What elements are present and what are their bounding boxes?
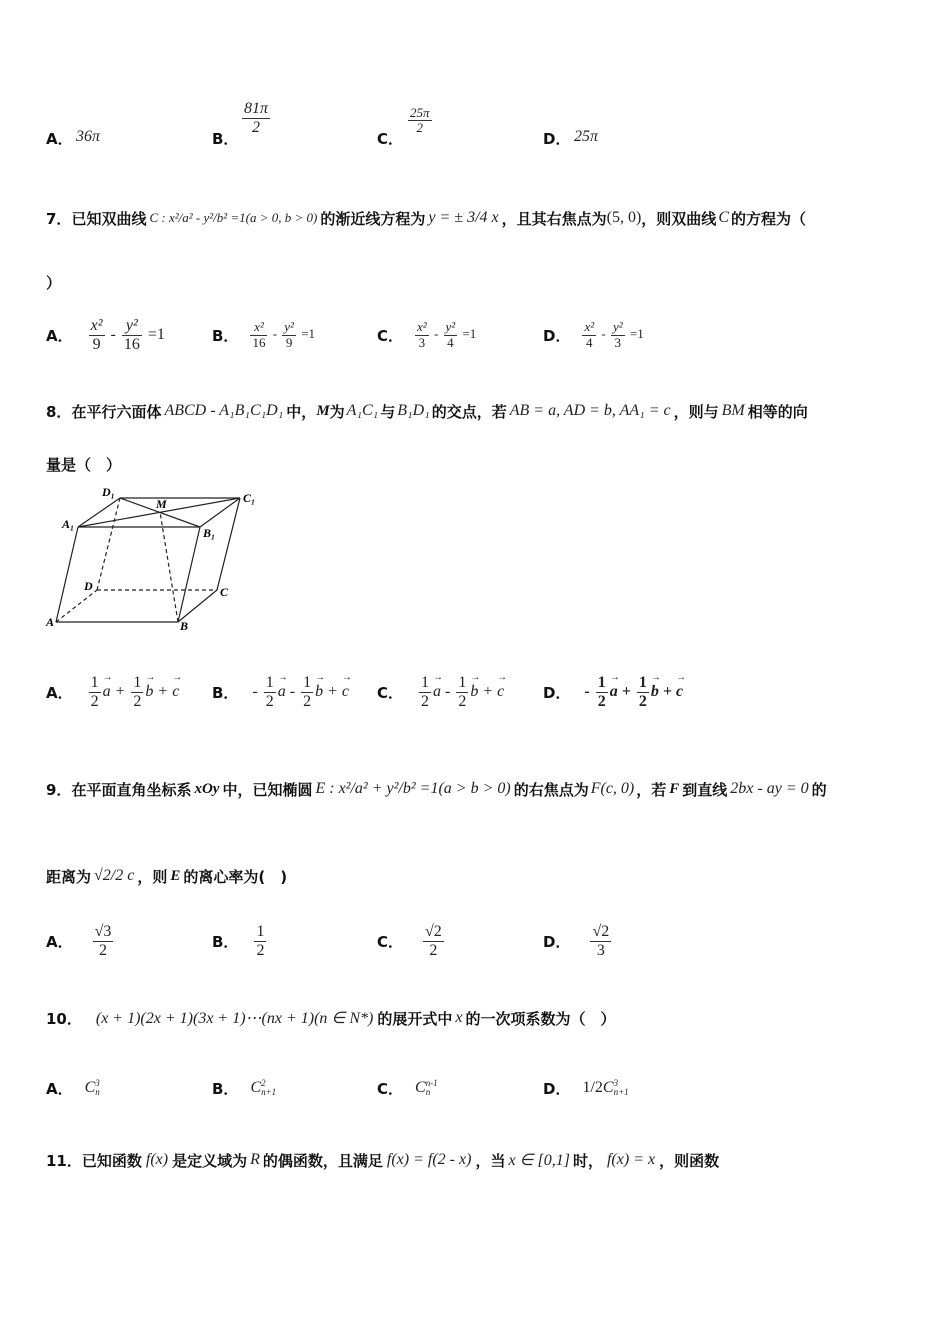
q10-option-c: C． C n-1 n (377, 1078, 438, 1098)
q8-text: 与 (380, 402, 396, 421)
q9-focus: F(c, 0) (590, 780, 635, 797)
q11-text: 时， (572, 1151, 603, 1170)
q8-option-a-expr: $\frac{1}{2}$ → a + $\frac{1}{2}$ → b + → c (87, 674, 180, 710)
q10-stem (46, 1000, 616, 1036)
q9-ellipse-name: E (170, 867, 181, 884)
option-label: A． (46, 1079, 73, 1098)
option-label: D． (543, 932, 571, 951)
q11-domain: R (250, 1151, 260, 1168)
q6-option-a-label: A． (46, 130, 73, 148)
q11-text: ，当 (475, 1151, 506, 1170)
q9-option-c: C． $\frac{√2}{2}$ (377, 922, 442, 959)
q8-option-d (543, 664, 683, 720)
label-m: M (156, 497, 167, 511)
q8-segment-a1c1: A₁C₁ (346, 402, 379, 419)
q9-text: 的右焦点为 (513, 780, 589, 799)
q10-product-expression: (x + 1)(2x + 1)(3x + 1)⋯(nx + 1)(n ∈ N*) (95, 1010, 374, 1027)
q7-text: ，则双曲线 (641, 209, 717, 228)
q7-close-paren: ） (46, 274, 62, 292)
label-b1: B₁ (203, 526, 216, 540)
q10-number: 10． (46, 1009, 82, 1028)
option-label: B． (212, 932, 239, 951)
q11-text: 已知函数 (81, 1151, 142, 1170)
q8-point-m: M (316, 402, 330, 419)
q8-number: 8． (46, 402, 72, 421)
q10-option-d: D． 1/2C 3 n+1 (543, 1078, 629, 1098)
q8-text: 在平行六面体 (71, 402, 162, 421)
q9-text: ，若 (636, 780, 667, 799)
q7-option-b: B． $\frac{\text{x²}}{16}$ - $\frac{\text{y²}}{9}$ =1 (212, 319, 316, 350)
q9-text: 到直线 (682, 780, 728, 799)
q9-number: 9． (46, 780, 72, 799)
q10-text: 的一次项系数为（ ） (465, 1009, 616, 1028)
q9-options (46, 914, 926, 968)
q7-stem (46, 188, 806, 248)
q8-option-b-expr: - $\frac{1}{2}$ → a - $\frac{1}{2}$ → b + → c (252, 674, 349, 710)
q7-option-c: C． $\frac{\text{x²}}{3}$ - $\frac{\text{y²}}{4}$ =1 (377, 319, 477, 350)
edge-b-b1 (178, 527, 200, 622)
option-label: D． (543, 683, 571, 702)
q7-option-a: A． $\frac{\text{x²}}{9}$ - $\frac{\text{y²}}{16}$ =1 (46, 316, 165, 353)
q6-option-d-value: 25π (574, 128, 599, 145)
q7-options (46, 310, 946, 360)
q11-symmetry-condition: f(x) = f(2 - x) (386, 1151, 472, 1168)
q10-text: 的展开式中 (377, 1009, 453, 1028)
q8-stem (46, 396, 808, 426)
q8-text: ，则与 (673, 402, 719, 421)
q11-text: 的偶函数，且满足 (262, 1151, 383, 1170)
q8-options (46, 664, 926, 720)
q7-number: 7． (46, 209, 72, 228)
q9-text: 的 (811, 780, 827, 799)
q9-ellipse-equation: E : x²/a² + y²/b² =1(a > b > 0) (315, 780, 511, 797)
option-label: C． (377, 932, 404, 951)
q11-stem (46, 1142, 719, 1178)
segment-b-m (160, 512, 178, 622)
label-b: B (180, 619, 189, 633)
q8-option-d-expr: - $\frac{1}{2}$ → a + $\frac{1}{2}$ → b + → c (584, 674, 683, 710)
q9-stem (46, 760, 827, 818)
label-c1: C₁ (243, 491, 256, 505)
q9-text: 在平面直角坐标系 (71, 780, 192, 799)
q8-text: 的交点，若 (431, 402, 507, 421)
q9-text: ，则 (137, 867, 168, 886)
q7-text: ，且其右焦点为 (501, 209, 607, 228)
q9-option-a: A． $\frac{√3}{2}$ (46, 922, 112, 959)
q8-segment-b1d1: B₁D₁ (397, 402, 430, 419)
q8-text: 中， (286, 402, 317, 421)
q9-text: 距离为 (46, 867, 92, 886)
q7-text: 已知双曲线 (71, 209, 147, 228)
option-label: A． (46, 326, 73, 345)
q6-option-a-value: 36π (76, 128, 101, 145)
option-label: B． (212, 683, 239, 702)
q9-coord-system: xOy (194, 780, 220, 797)
q8-stem-continued: 量是（ ） (46, 456, 122, 474)
q9-line-equation: 2bx - ay = 0 (730, 780, 809, 797)
q8-option-c (377, 664, 504, 720)
q7-hyperbola-equation: C : x²/a² - y²/b² =1(a > 0, b > 0) (149, 210, 318, 225)
q6-option-d-label: D． (543, 130, 571, 148)
q11-definition: f(x) = x (606, 1151, 656, 1168)
q7-text: 的方程为（ (730, 209, 806, 228)
q10-option-b: B． C 2 n+1 (212, 1078, 277, 1098)
q8-option-c-expr: $\frac{1}{2}$ → a - $\frac{1}{2}$ → b + → c (417, 674, 504, 710)
option-label: A． (46, 683, 73, 702)
q8-text: 相等的向 (747, 402, 808, 421)
option-label: B． (212, 326, 239, 345)
q11-number: 11． (46, 1151, 82, 1170)
q10-options (46, 1062, 926, 1114)
option-label: B． (212, 1079, 239, 1098)
q6-option-c-value: $\frac{25\pi}{2}$ (410, 105, 430, 136)
q8-condition: AB = a, AD = b, AA₁ = c (509, 402, 671, 419)
q6-option-b-value: $\frac{81\pi}{2}$ (244, 100, 269, 136)
option-label: C． (377, 1079, 404, 1098)
q9-text: 的离心率为( ) (183, 867, 288, 886)
option-label: D． (543, 1079, 571, 1098)
option-label: C． (377, 326, 404, 345)
q10-variable-x: x (455, 1009, 463, 1026)
q6-option-c-label: C． (377, 130, 404, 148)
q6-option-b-label: B． (212, 130, 239, 148)
q9-point-f: F (669, 780, 680, 797)
q9-text: 中，已知椭圆 (222, 780, 313, 799)
q11-function: f(x) (145, 1151, 169, 1168)
q7-text: 的渐近线方程为 (320, 209, 426, 228)
q8-option-b (212, 664, 349, 720)
q9-distance: √2/2 c (94, 867, 135, 884)
label-a: A (46, 615, 55, 629)
option-label: D． (543, 326, 571, 345)
q9-option-b: B． $\frac{1}{2}$ (212, 922, 265, 959)
q8-parallelepiped-figure (40, 482, 270, 634)
q10-option-a: A． C 3 n (46, 1078, 100, 1098)
q7-focus: (5, 0) (606, 209, 642, 226)
label-d: D (84, 579, 93, 593)
q7-option-d: D． $\frac{\text{x²}}{4}$ - $\frac{\text{y²}}{3}$ =1 (543, 319, 644, 350)
label-c: C (220, 585, 229, 599)
label-a1: A₁ (62, 517, 75, 531)
q7-asymptote: y = ± 3/4 x (428, 209, 499, 226)
q8-vector-bm: BM (721, 402, 745, 419)
option-label: A． (46, 932, 73, 951)
q8-text: 为 (329, 402, 345, 421)
q7-curve-name: C (718, 209, 729, 226)
label-d1: D₁ (102, 485, 115, 499)
q8-solid: ABCD - A₁B₁C₁D₁ (164, 402, 284, 419)
q11-interval: x ∈ [0,1] (508, 1152, 570, 1169)
option-label: C． (377, 683, 404, 702)
q11-text: ，则函数 (659, 1151, 720, 1170)
q9-option-d: D． $\frac{√2}{3}$ (543, 922, 610, 959)
q11-text: 是定义域为 (172, 1151, 248, 1170)
q9-stem-continued (46, 852, 287, 900)
q8-option-a (46, 664, 179, 720)
